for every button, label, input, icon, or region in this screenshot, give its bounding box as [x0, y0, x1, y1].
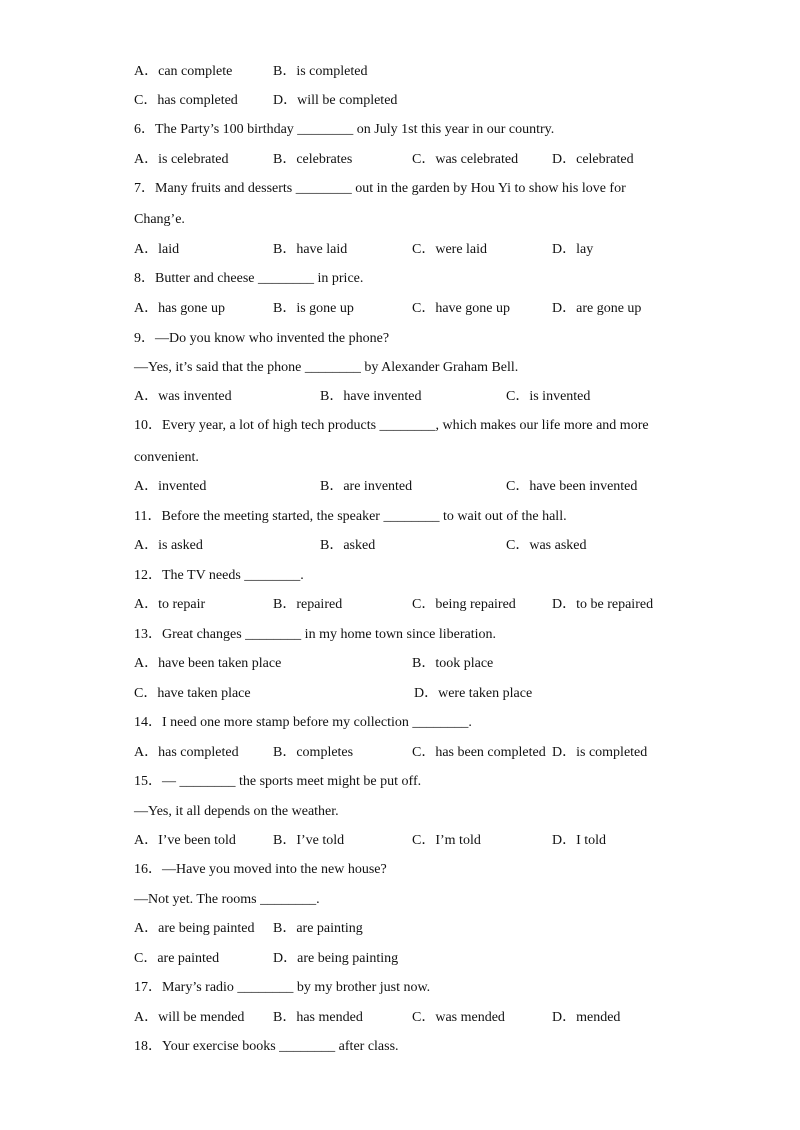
q17-option-c: C．was mended: [412, 1010, 505, 1025]
q6-option-a: A．is celebrated: [134, 152, 229, 167]
q11-option-c: C．was asked: [506, 538, 587, 553]
q16-stem-line1: 16．—Have you moved into the new house?: [134, 862, 387, 877]
q9-stem-line1: 9．—Do you know who invented the phone?: [134, 331, 390, 346]
q12-option-a: A．to repair: [134, 597, 206, 612]
q16-option-b: B．are painting: [273, 921, 363, 936]
q8-option-c: C．have gone up: [412, 301, 510, 316]
q10-option-a: A．invented: [134, 479, 207, 494]
q15-option-d: D．I told: [552, 833, 607, 848]
q6-stem: 6．The Party’s 100 birthday ________ on July 1st this year in our country.: [134, 122, 555, 137]
q9-stem-line2: —Yes, it’s said that the phone ________ by Alexander Graham Bell.: [134, 360, 519, 375]
q17-option-a: A．will be mended: [134, 1010, 245, 1025]
q18-stem: 18．Your exercise books ________ after class.: [134, 1039, 399, 1054]
q15-option-b: B．I’ve told: [273, 833, 345, 848]
q14-option-a: A．has completed: [134, 745, 239, 760]
q11-option-b: B．asked: [320, 538, 376, 553]
q5-option-c: C．has completed: [134, 93, 238, 108]
q5-option-d: D．will be completed: [273, 93, 398, 108]
q7-option-b: B．have laid: [273, 242, 348, 257]
q15-option-c: C．I’m told: [412, 833, 481, 848]
q11-option-a: A．is asked: [134, 538, 203, 553]
q8-option-b: B．is gone up: [273, 301, 354, 316]
q16-option-d: D．are being painting: [273, 951, 399, 966]
q6-option-d: D．celebrated: [552, 152, 634, 167]
q13-option-d: D．were taken place: [414, 686, 533, 701]
q12-option-c: C．being repaired: [412, 597, 516, 612]
q17-stem: 17．Mary’s radio ________ by my brother just now.: [134, 980, 431, 995]
q5-option-a: A．can complete: [134, 64, 233, 79]
q15-stem-line1: 15．— ________ the sports meet might be put off.: [134, 774, 422, 789]
q17-option-b: B．has mended: [273, 1010, 363, 1025]
q13-option-c: C．have taken place: [134, 686, 251, 701]
q7-option-c: C．were laid: [412, 242, 488, 257]
q14-stem: 14．I need one more stamp before my collection ________.: [134, 715, 472, 730]
q12-option-b: B．repaired: [273, 597, 343, 612]
q16-option-a: A．are being painted: [134, 921, 255, 936]
q7-stem-line1: 7．Many fruits and desserts ________ out in the garden by Hou Yi to show his love for: [134, 181, 626, 196]
q13-stem: 13．Great changes ________ in my home town since liberation.: [134, 627, 496, 642]
q12-stem: 12．The TV needs ________.: [134, 568, 304, 583]
q13-option-a: A．have been taken place: [134, 656, 282, 671]
q11-stem: 11．Before the meeting started, the speaker ________ to wait out of the hall.: [134, 509, 567, 524]
q9-option-c: C．is invented: [506, 389, 591, 404]
q5-option-b: B．is completed: [273, 64, 368, 79]
q16-stem-line2: —Not yet. The rooms ________.: [134, 892, 320, 907]
q10-option-b: B．are invented: [320, 479, 413, 494]
q7-option-d: D．lay: [552, 242, 594, 257]
q10-option-c: C．have been invented: [506, 479, 638, 494]
q9-option-b: B．have invented: [320, 389, 422, 404]
q8-option-d: D．are gone up: [552, 301, 642, 316]
q14-option-d: D．is completed: [552, 745, 648, 760]
q10-stem-line1: 10．Every year, a lot of high tech products ________, which makes our life more and more: [134, 418, 649, 433]
q12-option-d: D．to be repaired: [552, 597, 654, 612]
q14-option-b: B．completes: [273, 745, 354, 760]
q10-stem-line2: convenient.: [134, 450, 199, 465]
q15-option-a: A．I’ve been told: [134, 833, 236, 848]
q16-option-c: C．are painted: [134, 951, 220, 966]
q14-option-c: C．has been completed: [412, 745, 546, 760]
q7-stem-line2: Chang’e.: [134, 212, 185, 227]
q9-option-a: A．was invented: [134, 389, 232, 404]
q6-option-c: C．was celebrated: [412, 152, 519, 167]
q6-option-b: B．celebrates: [273, 152, 353, 167]
q8-option-a: A．has gone up: [134, 301, 225, 316]
q8-stem: 8．Butter and cheese ________ in price.: [134, 271, 364, 286]
q13-option-b: B．took place: [412, 656, 494, 671]
q17-option-d: D．mended: [552, 1010, 621, 1025]
q15-stem-line2: —Yes, it all depends on the weather.: [134, 804, 339, 819]
q7-option-a: A．laid: [134, 242, 180, 257]
